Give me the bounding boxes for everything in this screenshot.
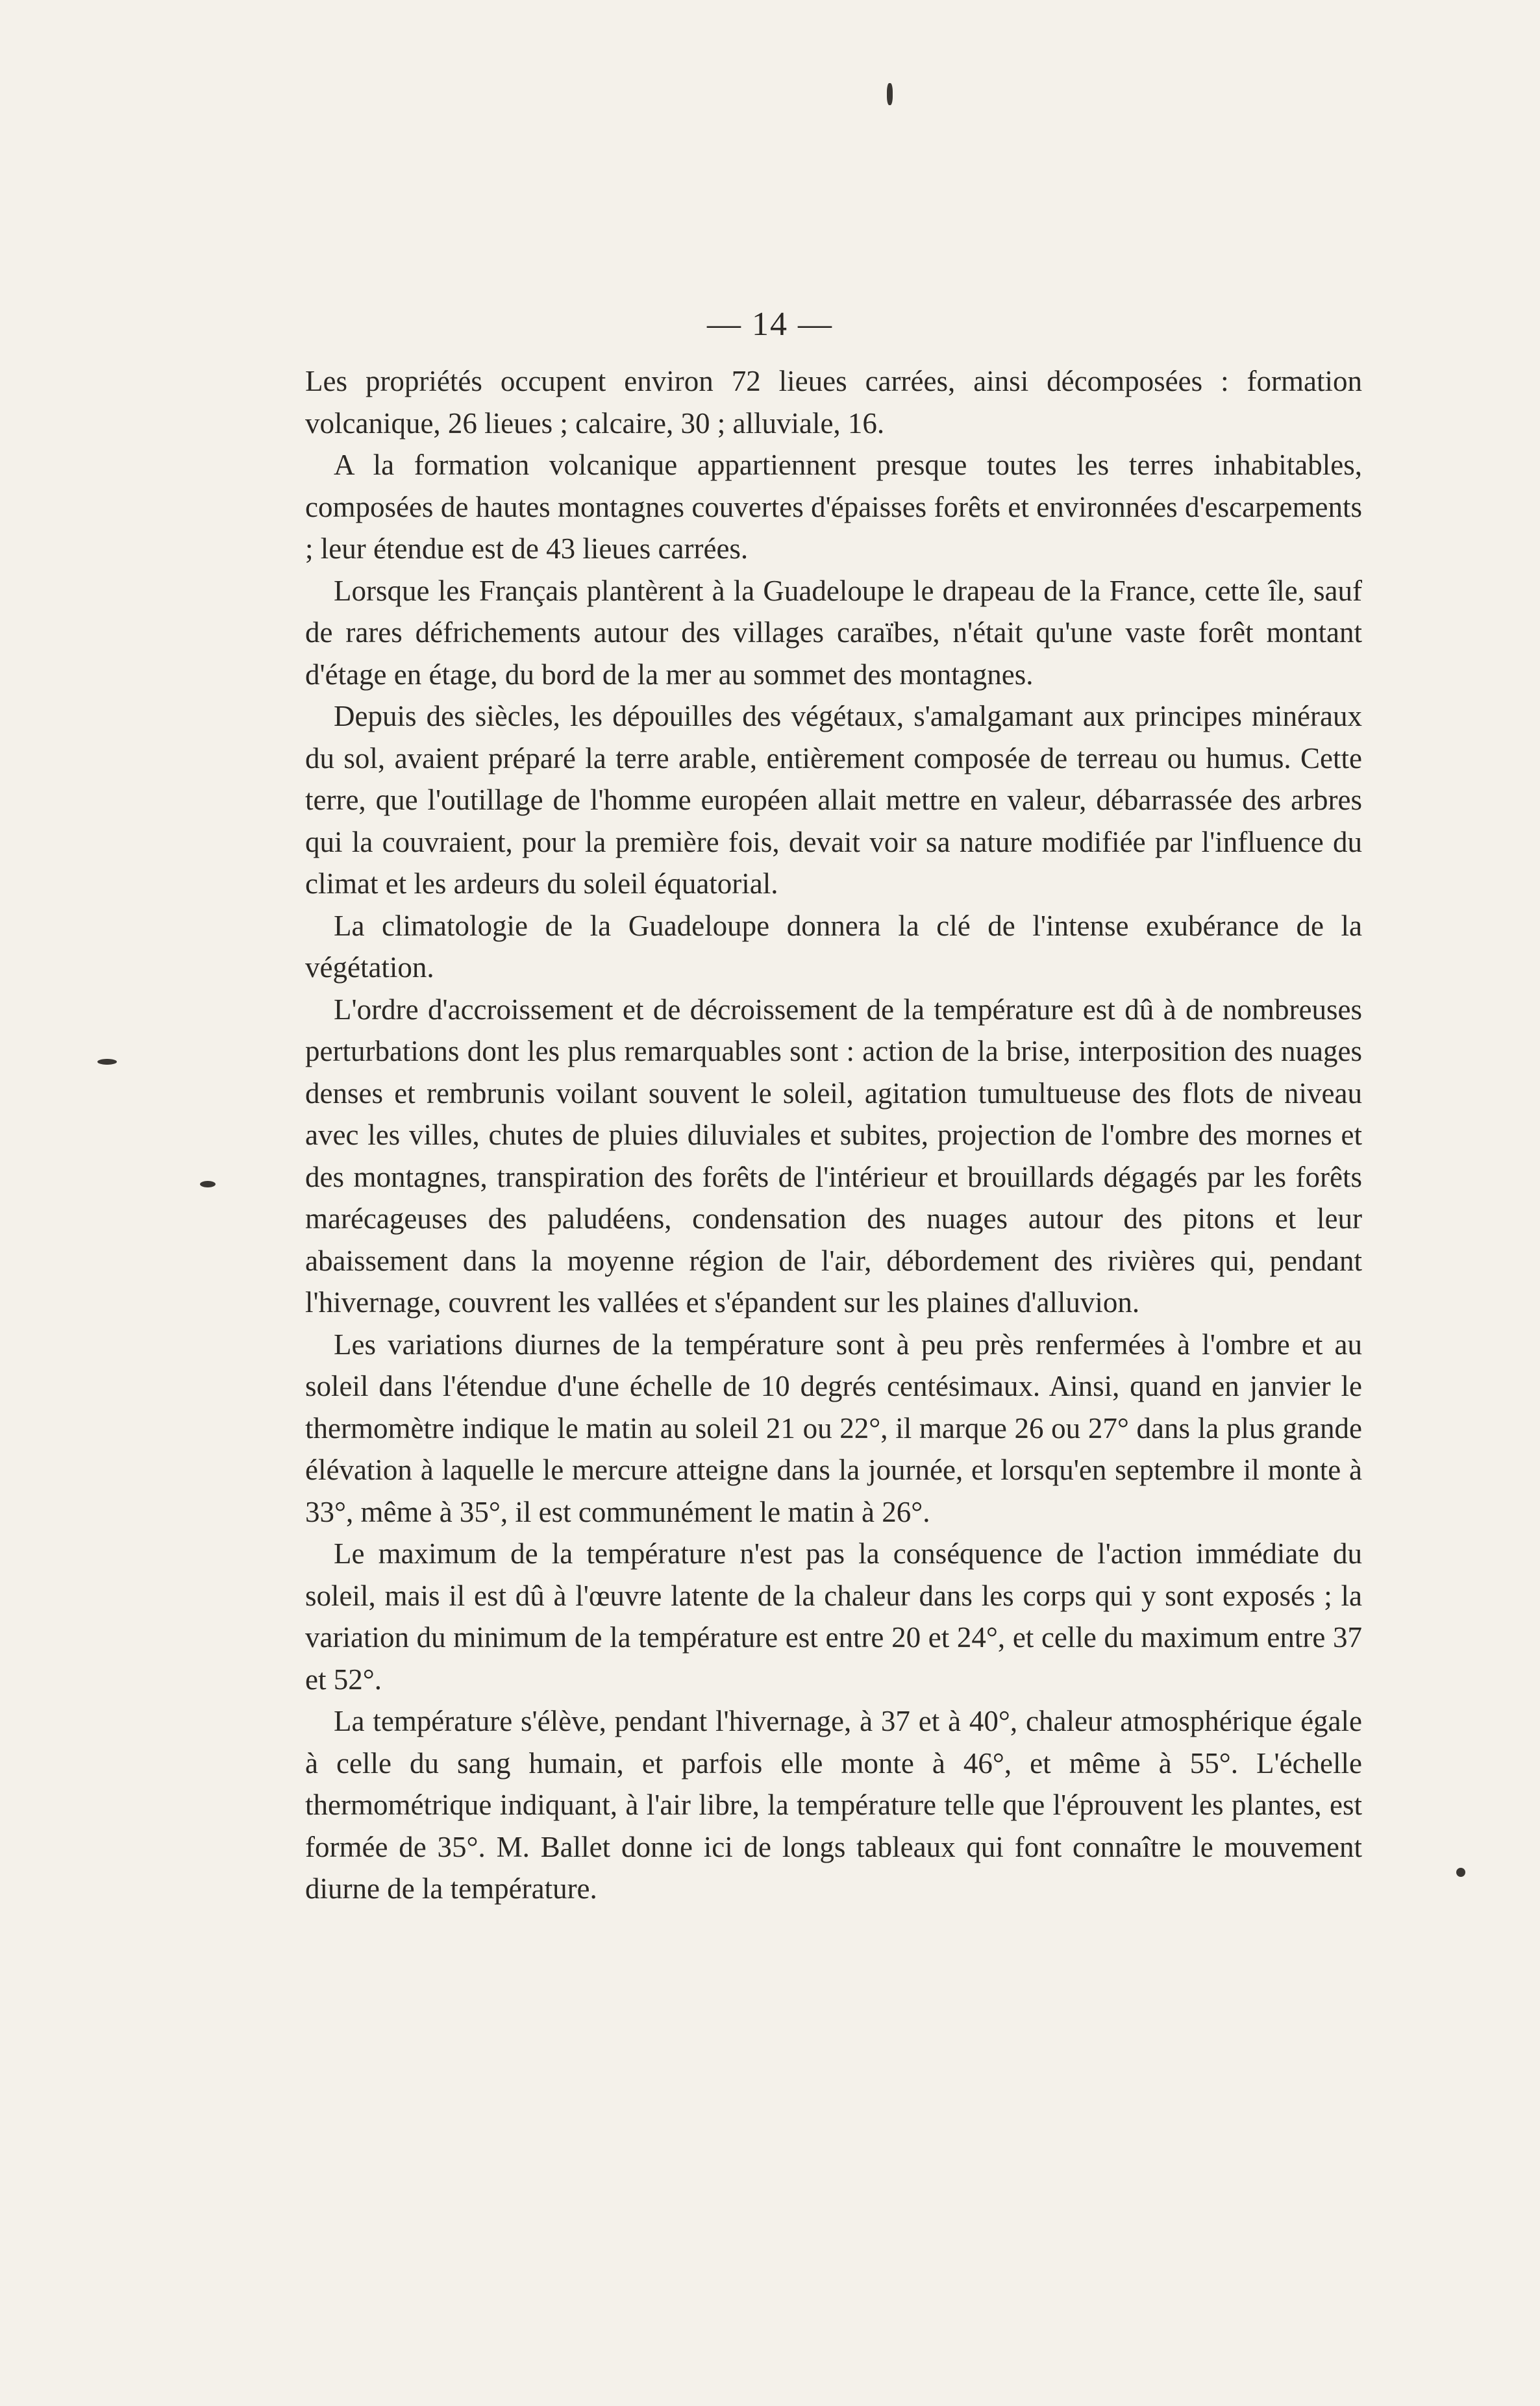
paragraph-9: La température s'élève, pendant l'hivernage, à 37 et à 40°, chaleur atmosphérique égale à celle du sang humain, et parfois elle monte à 46°, et même à 55°. L'échelle thermométrique indiquant, à l'air libre, la température telle que l'éprouvent les plantes, est formée de 35°. M. Ballet donne ici de longs tableaux qui font connaître le mouvement diurne de la température. bbox=[305, 1705, 1362, 1905]
paragraph-5: La climatologie de la Guadeloupe donnera la clé de l'intense exubérance de la végétation. bbox=[305, 909, 1362, 984]
page-number: — 14 — bbox=[707, 306, 833, 343]
paragraph-4: Depuis des siècles, les dépouilles des végétaux, s'amalgamant aux principes minéraux du sol, avaient préparé la terre arable, entièrement composée de terreau ou humus. Cette terre, que l'outillage de l'homme européen allait mettre en valeur, débarrassée des arbres qui la couvraient, pour la première fois, devait voir sa nature modifiée par l'influence du climat et les ardeurs du soleil équatorial. bbox=[305, 700, 1362, 900]
body-text bbox=[305, 360, 1362, 1910]
paragraph-7: Les variations diurnes de la température sont à peu près renfermées à l'ombre et au soleil dans l'étendue d'une échelle de 10 degrés centésimaux. Ainsi, quand en janvier le thermomètre indique le matin au soleil 21 ou 22°, il marque 26 ou 27° dans la plus grande élévation à laquelle le mercure atteigne dans la journée, et lorsqu'en septembre il monte à 33°, même à 35°, il est communément le matin à 26°. bbox=[305, 1328, 1362, 1528]
scan-speck-top bbox=[887, 83, 893, 105]
scan-speck-left-1 bbox=[97, 1059, 117, 1065]
scan-speck-left-2 bbox=[200, 1181, 216, 1187]
paragraph-3: Lorsque les Français plantèrent à la Guadeloupe le drapeau de la France, cette île, sauf de rares défrichements autour des villages caraïbes, n'était qu'une vaste forêt montant d'étage en étage, du bord de la mer au sommet des montagnes. bbox=[305, 574, 1362, 691]
paragraph-2: A la formation volcanique appartiennent presque toutes les terres inhabitables, composées de hautes montagnes couvertes d'épaisses forêts et environnées d'escarpements ; leur étendue est de 43 lieues carrées. bbox=[305, 449, 1362, 565]
paragraph-1: Les propriétés occupent environ 72 lieues carrées, ainsi décomposées : formation volcanique, 26 lieues ; calcaire, 30 ; alluviale, 16. bbox=[305, 365, 1362, 440]
paragraph-6: L'ordre d'accroissement et de décroissement de la température est dû à de nombreuses perturbations dont les plus remarquables sont : action de la brise, interposition des nuages denses et rembrunis voilant souvent le soleil, agitation tumultueuse des flots de niveau avec les villes, chutes de pluies diluviales et subites, projection de l'ombre des mornes et des montagnes, transpiration des forêts de l'intérieur et brouillards dégagés par les forêts marécageuses des paludéens, condensation des nuages autour des pitons et leur abaissement dans la moyenne région de l'air, débordement des rivières qui, pendant l'hivernage, couvrent les vallées et s'épandent sur les plaines d'alluvion. bbox=[305, 993, 1362, 1319]
scan-speck-right bbox=[1456, 1868, 1465, 1877]
paragraph-8: Le maximum de la température n'est pas la conséquence de l'action immédiate du soleil, mais il est dû à l'œuvre latente de la chaleur dans les corps qui y sont exposés ; la variation du minimum de la température est entre 20 et 24°, et celle du maximum entre 37 et 52°. bbox=[305, 1537, 1362, 1696]
